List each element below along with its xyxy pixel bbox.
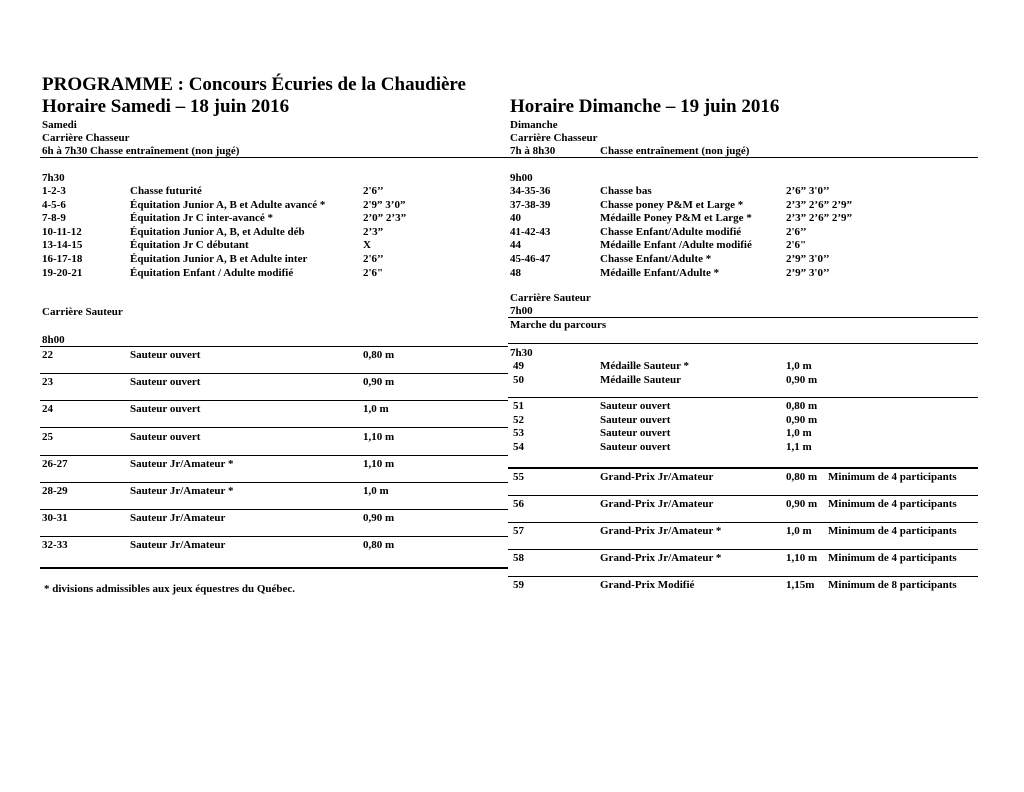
class-height: 1,0 m bbox=[786, 525, 812, 537]
class-name: Équitation Enfant / Adulte modifié bbox=[130, 266, 294, 279]
class-height: 2'6" bbox=[363, 266, 384, 279]
class-name: Sauteur ouvert bbox=[130, 430, 201, 443]
divider bbox=[508, 467, 978, 469]
class-height: 0,80 m bbox=[786, 471, 818, 483]
class-height: 1,1 m bbox=[786, 440, 812, 453]
sunday-course-walk: Marche du parcours bbox=[510, 319, 607, 331]
class-number: 32-33 bbox=[42, 539, 68, 552]
class-number: 59 bbox=[513, 579, 524, 591]
class-name: Sauteur ouvert bbox=[600, 427, 671, 440]
sunday-arena-hunter: Carrière Chasseur bbox=[510, 132, 598, 144]
saturday-arena-hunter: Carrière Chasseur bbox=[42, 132, 130, 144]
saturday-arena-jumper: Carrière Sauteur bbox=[42, 306, 123, 318]
class-number: 24 bbox=[42, 403, 53, 416]
class-height: 0,90 m bbox=[786, 498, 818, 510]
row-divider bbox=[40, 482, 508, 483]
class-number: 4-5-6 bbox=[42, 198, 66, 211]
class-number: 23 bbox=[42, 376, 53, 389]
class-note: Minimum de 4 participants bbox=[828, 498, 957, 510]
class-height: 0,90 m bbox=[786, 413, 818, 426]
class-height: 2’9” 3'0’’ bbox=[786, 266, 830, 279]
class-name: Sauteur ouvert bbox=[600, 440, 671, 453]
class-name: Sauteur ouvert bbox=[130, 349, 201, 361]
class-name: Équitation Jr C inter-avancé * bbox=[130, 212, 273, 225]
page-title: PROGRAMME : Concours Écuries de la Chaudière bbox=[42, 74, 466, 95]
class-number: 30-31 bbox=[42, 512, 68, 525]
saturday-day: Samedi bbox=[42, 119, 77, 131]
class-name: Médaille Sauteur * bbox=[600, 360, 690, 372]
class-height: 0,90 m bbox=[363, 512, 395, 525]
class-name: Sauteur ouvert bbox=[130, 403, 201, 416]
class-name: Sauteur Jr/Amateur bbox=[130, 512, 226, 525]
class-height: 1,0 m bbox=[786, 427, 812, 440]
class-height: 2’3” 2’6” 2’9” bbox=[786, 198, 852, 211]
class-number: 58 bbox=[513, 552, 524, 564]
row-divider bbox=[508, 576, 978, 577]
class-name: Chasse bas bbox=[600, 185, 652, 197]
class-name: Équitation Junior A, B et Adulte inter bbox=[130, 253, 308, 265]
class-number: 37-38-39 bbox=[510, 198, 551, 211]
footnote: * divisions admissibles aux jeux équestres du Québec. bbox=[44, 583, 296, 595]
sunday-time-walk: 7h00 bbox=[510, 305, 533, 317]
class-number: 48 bbox=[510, 266, 521, 279]
class-height: 2'6’’ bbox=[363, 253, 384, 265]
class-note: Minimum de 4 participants bbox=[828, 471, 957, 483]
class-name: Médaille Enfant /Adulte modifié bbox=[600, 239, 752, 252]
class-number: 13-14-15 bbox=[42, 239, 83, 252]
class-number: 44 bbox=[510, 239, 521, 252]
class-number: 22 bbox=[42, 349, 53, 361]
class-height: 1,0 m bbox=[363, 403, 389, 416]
class-name: Chasse poney P&M et Large * bbox=[600, 198, 744, 211]
class-name: Équitation Jr C débutant bbox=[130, 239, 249, 252]
class-name: Sauteur ouvert bbox=[130, 376, 201, 389]
row-divider bbox=[508, 495, 978, 496]
class-height: 0,90 m bbox=[363, 376, 395, 389]
class-number: 45-46-47 bbox=[510, 253, 551, 265]
row-divider bbox=[40, 427, 508, 428]
row-divider bbox=[508, 522, 978, 523]
class-height: 2’3” 2’6” 2’9” bbox=[786, 212, 852, 225]
class-number: 49 bbox=[513, 360, 524, 372]
class-name: Chasse Enfant/Adulte * bbox=[600, 253, 712, 265]
class-name: Grand-Prix Jr/Amateur bbox=[600, 471, 714, 483]
class-height: 0,80 m bbox=[786, 400, 818, 412]
class-number: 40 bbox=[510, 212, 521, 225]
class-number: 54 bbox=[513, 440, 524, 453]
class-name: Grand-Prix Jr/Amateur * bbox=[600, 525, 722, 537]
class-note: Minimum de 4 participants bbox=[828, 552, 957, 564]
class-number: 28-29 bbox=[42, 485, 68, 497]
saturday-time-jumper: 8h00 bbox=[42, 334, 65, 346]
class-name: Médaille Poney P&M et Large * bbox=[600, 212, 752, 225]
divider bbox=[508, 157, 978, 158]
divider bbox=[40, 346, 508, 347]
class-height: 1,10 m bbox=[786, 552, 818, 564]
saturday-heading: Horaire Samedi – 18 juin 2016 bbox=[42, 96, 290, 117]
class-number: 55 bbox=[513, 471, 524, 483]
class-name: Équitation Junior A, B et Adulte avancé * bbox=[130, 198, 326, 211]
class-number: 26-27 bbox=[42, 457, 68, 470]
class-name: Sauteur ouvert bbox=[600, 413, 671, 426]
class-number: 1-2-3 bbox=[42, 185, 66, 197]
class-height: X bbox=[363, 239, 371, 252]
class-number: 41-42-43 bbox=[510, 225, 551, 238]
class-number: 25 bbox=[42, 430, 53, 443]
class-number: 34-35-36 bbox=[510, 185, 551, 197]
class-height: 2’9” 3'0’’ bbox=[786, 253, 830, 265]
class-name: Sauteur Jr/Amateur * bbox=[130, 485, 234, 497]
class-height: 2'9” 3’0” bbox=[363, 198, 406, 211]
class-name: Chasse Enfant/Adulte modifié bbox=[600, 225, 742, 238]
class-number: 16-17-18 bbox=[42, 253, 83, 265]
class-number: 19-20-21 bbox=[42, 266, 83, 279]
class-height: 1,10 m bbox=[363, 457, 395, 470]
sunday-day: Dimanche bbox=[510, 119, 558, 131]
class-height: 2’0” 2’3” bbox=[363, 212, 407, 225]
class-name: Sauteur Jr/Amateur bbox=[130, 539, 226, 552]
sunday-warmup-label: Chasse entraînement (non jugé) bbox=[600, 145, 750, 157]
sunday-warmup-time: 7h à 8h30 bbox=[510, 145, 556, 157]
class-height: 0,90 m bbox=[786, 373, 818, 386]
sunday-time-hunter: 9h00 bbox=[510, 172, 533, 184]
class-name: Grand-Prix Jr/Amateur * bbox=[600, 552, 722, 564]
class-height: 1,0 m bbox=[363, 485, 389, 497]
class-height: 2’6” 3'0’’ bbox=[786, 185, 830, 197]
class-height: 2'6’’ bbox=[786, 225, 807, 238]
class-number: 10-11-12 bbox=[42, 225, 82, 238]
class-number: 57 bbox=[513, 525, 524, 537]
row-divider bbox=[508, 549, 978, 550]
class-height: 1,15m bbox=[786, 579, 815, 591]
class-height: 2'6’’ bbox=[363, 185, 384, 197]
class-height: 1,0 m bbox=[786, 360, 812, 372]
class-height: 2’3” bbox=[363, 225, 384, 238]
class-note: Minimum de 8 participants bbox=[828, 579, 957, 591]
sunday-time-jumper: 7h30 bbox=[510, 347, 533, 359]
class-name: Équitation Junior A, B, et Adulte déb bbox=[130, 225, 305, 238]
class-name: Médaille Enfant/Adulte * bbox=[600, 266, 720, 279]
row-divider bbox=[40, 536, 508, 537]
divider bbox=[40, 567, 508, 569]
class-height: 1,10 m bbox=[363, 430, 395, 443]
sunday-arena-jumper: Carrière Sauteur bbox=[510, 292, 591, 304]
class-number: 52 bbox=[513, 413, 524, 426]
row-divider bbox=[40, 400, 508, 401]
class-number: 7-8-9 bbox=[42, 212, 66, 225]
class-number: 56 bbox=[513, 498, 524, 510]
class-name: Sauteur ouvert bbox=[600, 400, 671, 412]
class-name: Médaille Sauteur bbox=[600, 373, 681, 386]
class-name: Grand-Prix Modifié bbox=[600, 579, 695, 591]
class-number: 53 bbox=[513, 427, 524, 440]
divider bbox=[508, 343, 978, 344]
class-name: Sauteur Jr/Amateur * bbox=[130, 457, 234, 470]
sunday-heading: Horaire Dimanche – 19 juin 2016 bbox=[510, 96, 780, 117]
saturday-warmup: 6h à 7h30 Chasse entraînement (non jugé) bbox=[42, 145, 240, 157]
row-divider bbox=[40, 373, 508, 374]
row-divider bbox=[40, 455, 508, 456]
class-height: 2'6" bbox=[786, 239, 807, 252]
saturday-time-hunter: 7h30 bbox=[42, 172, 65, 184]
divider bbox=[508, 397, 978, 398]
class-number: 50 bbox=[513, 373, 524, 386]
class-name: Chasse futurité bbox=[130, 185, 202, 197]
class-height: 0,80 m bbox=[363, 349, 395, 361]
class-height: 0,80 m bbox=[363, 539, 395, 552]
divider bbox=[40, 157, 508, 158]
class-note: Minimum de 4 participants bbox=[828, 525, 957, 537]
class-name: Grand-Prix Jr/Amateur bbox=[600, 498, 714, 510]
divider bbox=[508, 317, 978, 318]
row-divider bbox=[40, 509, 508, 510]
class-number: 51 bbox=[513, 400, 524, 412]
